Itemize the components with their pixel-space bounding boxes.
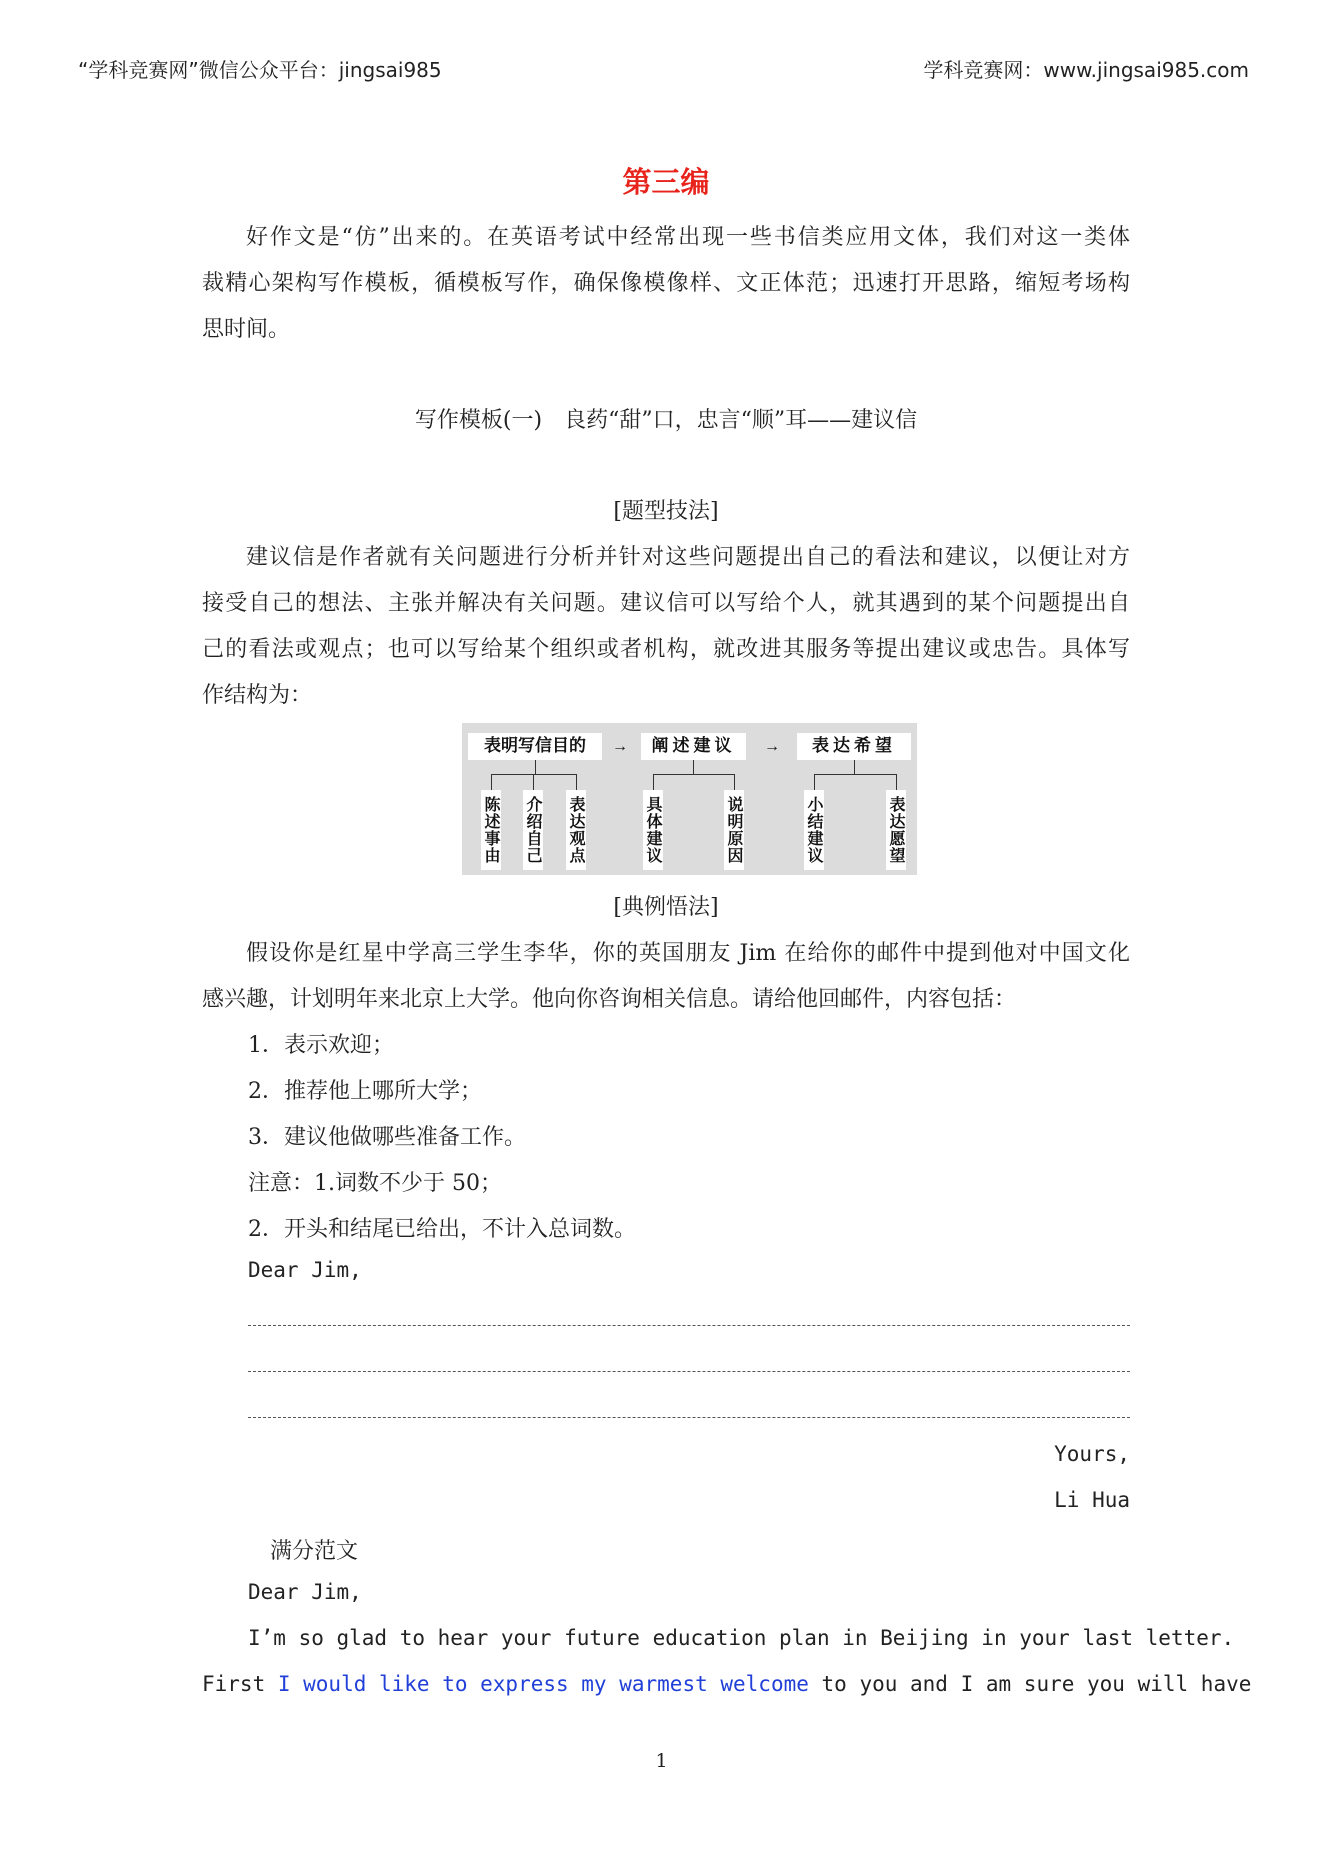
answer-line-1 [248, 1325, 1130, 1326]
diagram-sub-specific-suggestions: 具体建议 [643, 790, 663, 870]
structure-diagram [462, 723, 917, 875]
connector [814, 774, 815, 790]
model-heading: 满分范文 [270, 1539, 359, 1564]
diagram-box-hope: 表达希望 [797, 733, 911, 760]
page-title: 第三编 [622, 165, 710, 199]
diagram-arrow-2: → [764, 738, 780, 755]
model-line-1: I’m so glad to hear your future education plan in Beijing in your last letter. [248, 1626, 1235, 1650]
connector [576, 774, 577, 790]
connector [533, 774, 534, 790]
technique-line-3: 己的看法或观点；也可以写给某个组织或者机构，就改进其服务等提出建议或忠告。具体写 [202, 637, 1130, 662]
diagram-box-suggestion: 阐述建议 [641, 733, 746, 760]
connector [535, 760, 536, 774]
prompt-item-3: 3．建议他做哪些准备工作。 [248, 1125, 526, 1150]
intro-line-1: 好作文是“仿”出来的。在英语考试中经常出现一些书信类应用文体，我们对这一类体 [246, 225, 1130, 250]
intro-line-2: 裁精心架构写作模板，循模板写作，确保像模像样、文正体范；迅速打开思路，缩短考场构 [202, 271, 1130, 296]
connector [693, 760, 694, 774]
connector [854, 760, 855, 774]
connector [491, 774, 577, 775]
technique-line-1: 建议信是作者就有关问题进行分析并针对这些问题提出自己的看法和建议，以便让对方 [246, 545, 1130, 570]
diagram-sub-explain-reasons: 说明原因 [724, 790, 744, 870]
prompt-signature: Li Hua [1054, 1488, 1130, 1512]
model-line-2 [202, 1672, 1252, 1696]
intro-line-3: 思时间。 [202, 317, 291, 342]
diagram-sub-summarize: 小结建议 [804, 790, 824, 870]
answer-line-3 [248, 1417, 1130, 1418]
prompt-line-1: 假设你是红星中学高三学生李华，你的英国朋友 Jim 在给你的邮件中提到他对中国文化 [246, 941, 1130, 966]
header-right: 学科竞赛网：www.jingsai985.com [923, 58, 1249, 82]
prompt-greeting: Dear Jim, [248, 1258, 362, 1282]
note-line-2: 2．开头和结尾已给出，不计入总词数。 [248, 1217, 636, 1242]
diagram-sub-introduce-self: 介绍自己 [523, 790, 543, 870]
answer-line-2 [248, 1371, 1130, 1372]
model-line-2-end: to you and I am sure you will have [808, 1672, 1252, 1696]
prompt-closing: Yours, [1054, 1442, 1130, 1466]
model-greeting: Dear Jim, [248, 1580, 362, 1604]
header-left: “学科竞赛网”微信公众平台：jingsai985 [78, 58, 442, 82]
technique-line-4: 作结构为： [202, 683, 313, 708]
connector [653, 774, 734, 775]
note-line-1: 注意：1.词数不少于 50； [248, 1171, 502, 1196]
connector [896, 774, 897, 790]
model-line-2-start: First [202, 1672, 278, 1696]
section-title: 写作模板(一) 良药“甜”口，忠言“顺”耳——建议信 [414, 408, 918, 433]
page-number: 1 [655, 1750, 668, 1772]
technique-heading: [题型技法] [613, 499, 719, 524]
connector [734, 774, 735, 790]
connector [653, 774, 654, 790]
model-highlight-phrase: I would like to express my warmest welcome [277, 1672, 809, 1696]
prompt-item-2: 2．推荐他上哪所大学； [248, 1079, 482, 1104]
connector [491, 774, 492, 790]
diagram-sub-state-reason: 陈述事由 [481, 790, 501, 870]
prompt-line-2: 感兴趣，计划明年来北京上大学。他向你咨询相关信息。请给他回邮件，内容包括： [202, 987, 1017, 1012]
diagram-arrow-1: → [612, 738, 628, 755]
diagram-box-purpose: 表明写信目的 [468, 733, 602, 760]
diagram-sub-express-wish: 表达愿望 [886, 790, 906, 870]
prompt-item-1: 1．表示欢迎； [248, 1033, 394, 1058]
connector [814, 774, 896, 775]
technique-line-2: 接受自己的想法、主张并解决有关问题。建议信可以写给个人，就其遇到的某个问题提出自 [202, 591, 1130, 616]
diagram-sub-express-view: 表达观点 [566, 790, 586, 870]
example-heading: [典例悟法] [613, 895, 719, 920]
